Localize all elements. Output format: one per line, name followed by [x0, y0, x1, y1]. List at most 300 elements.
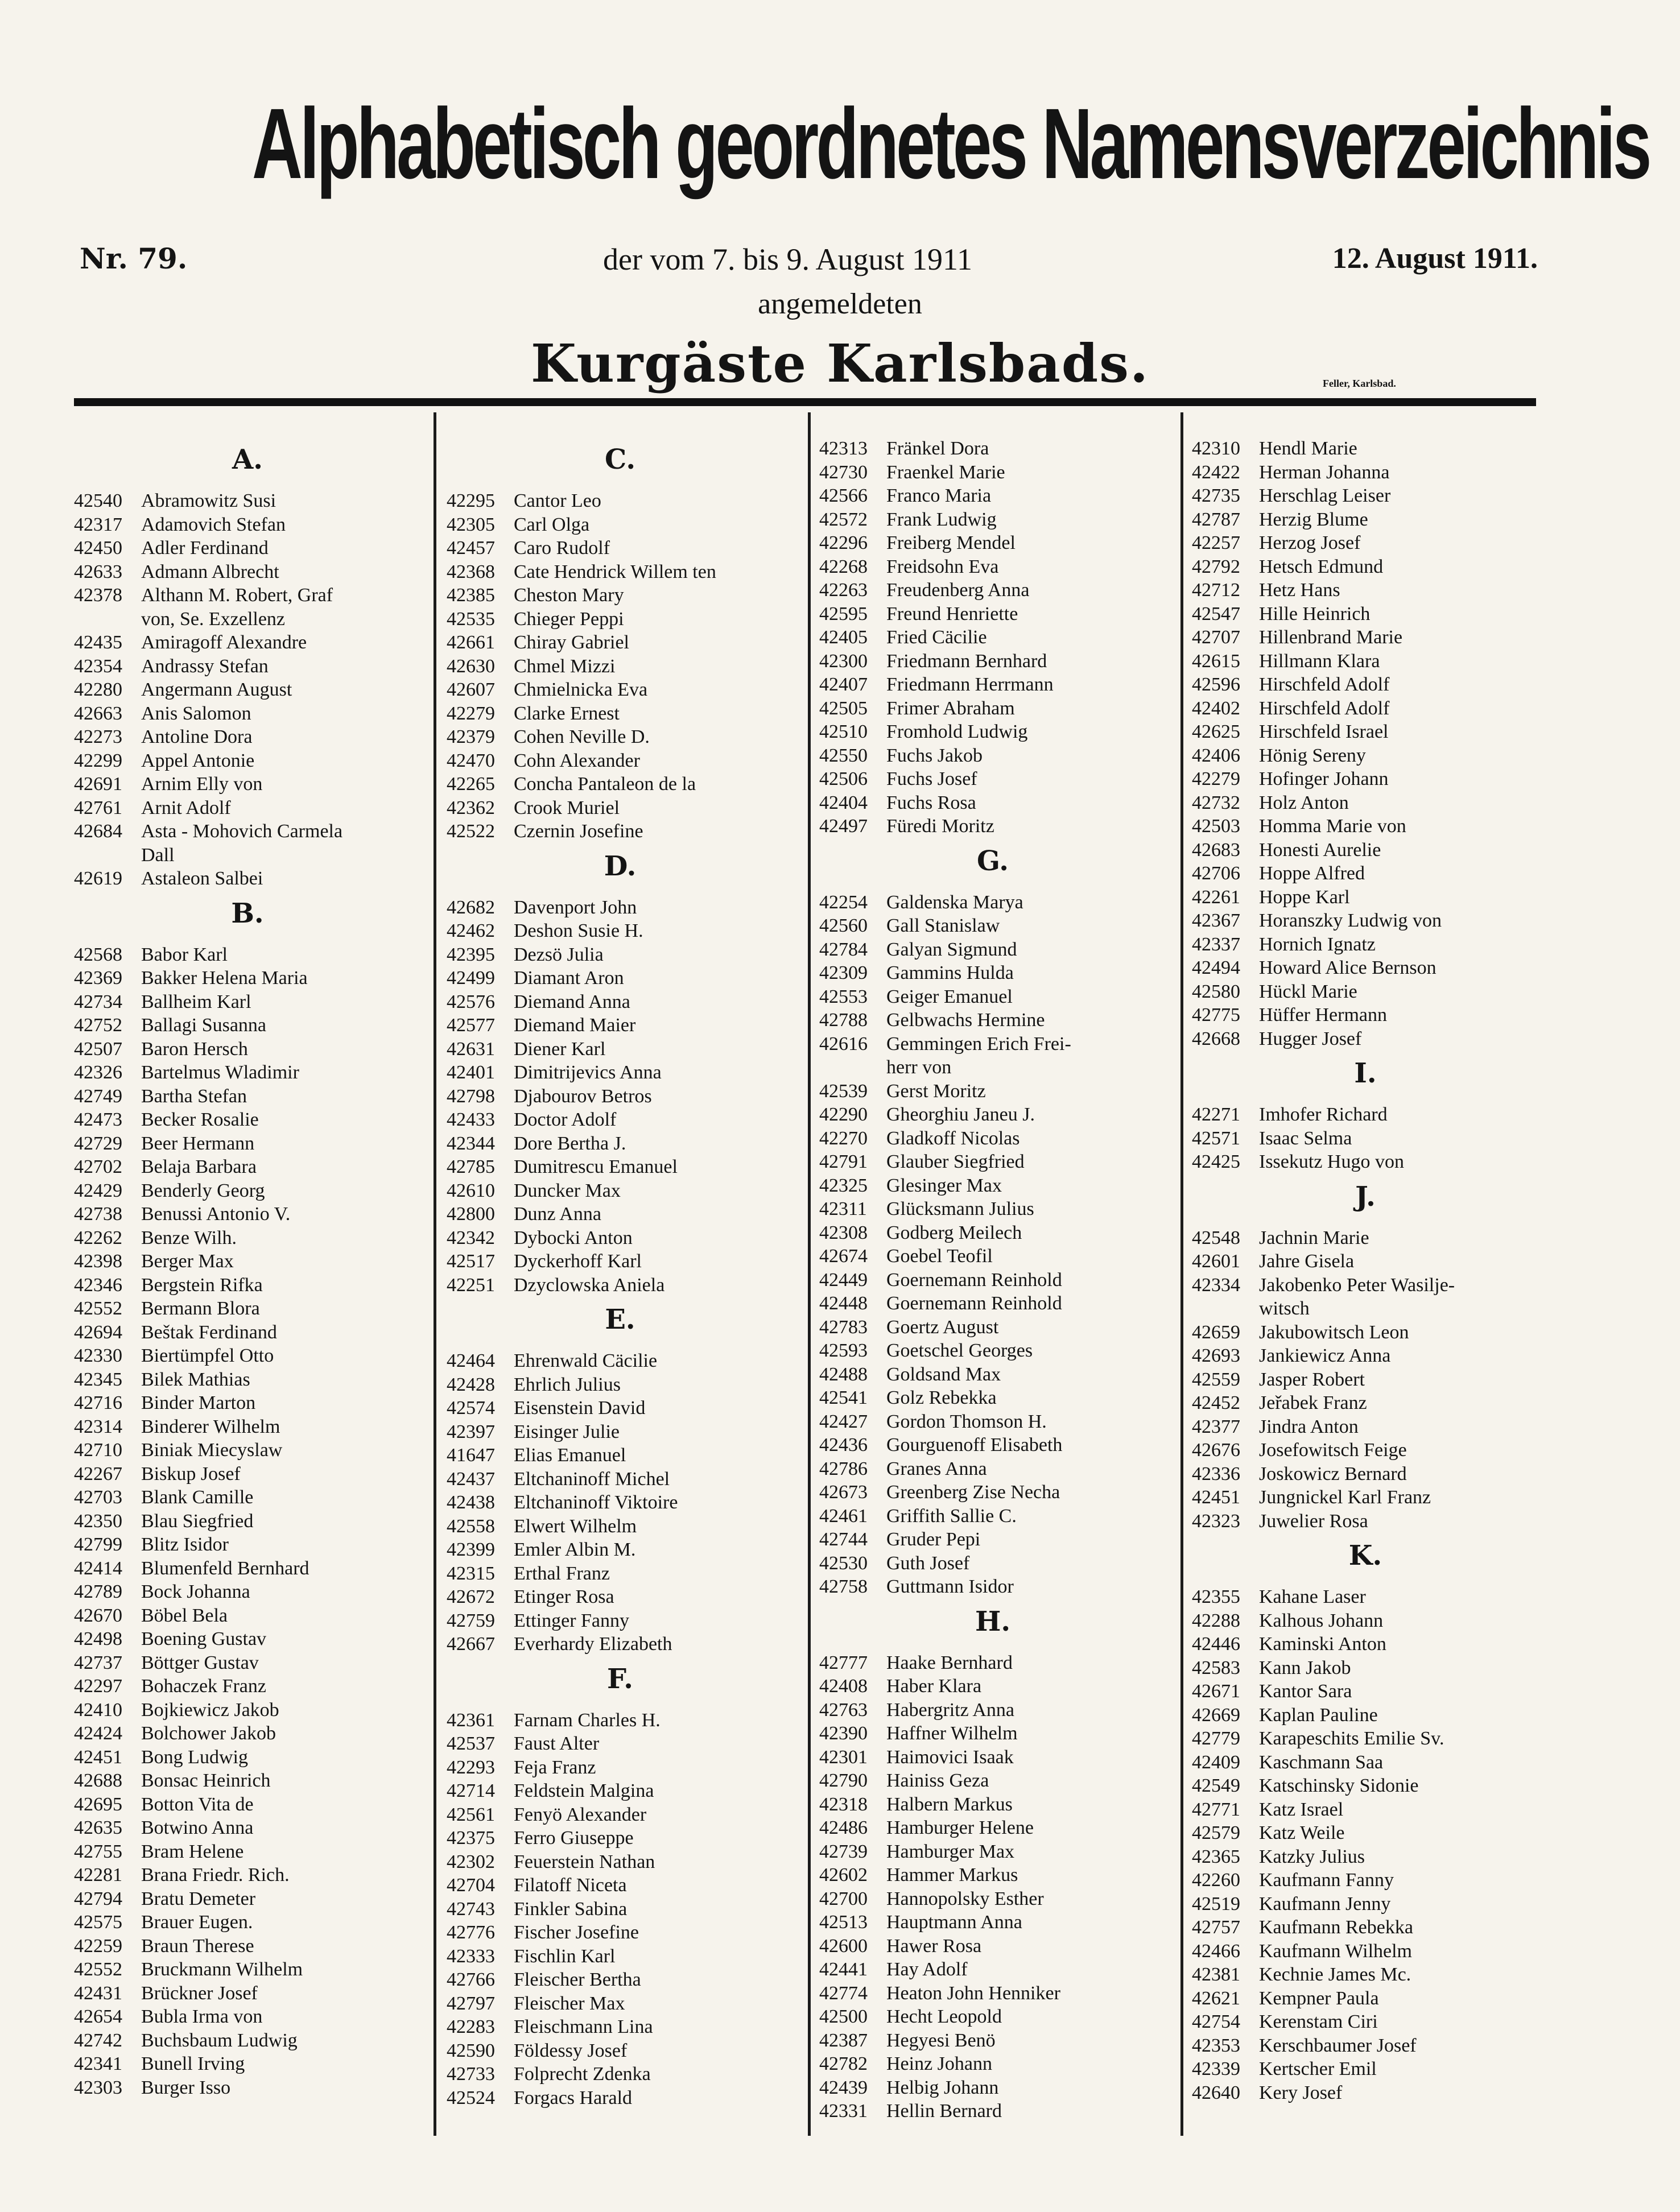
guest-name: Kaminski Anton [1259, 1634, 1386, 1655]
list-item [447, 749, 794, 773]
list-item [74, 678, 421, 702]
list-item [74, 2029, 421, 2053]
guest-name: Bubla Irma von [141, 2006, 263, 2027]
list-item [819, 1433, 1166, 1457]
guest-name: Appel Antonie [141, 750, 255, 771]
guest-name: Dore Bertha J. [514, 1132, 626, 1154]
guest-name: Bartelmus Wladimir [141, 1062, 299, 1083]
list-item [74, 1580, 421, 1604]
list-item [447, 1968, 794, 1992]
list-item [1192, 814, 1539, 838]
guest-name: Jahre Gisela [1259, 1251, 1355, 1272]
guest-name: Jakobenko Peter Wasilje- [1259, 1274, 1455, 1296]
guest-name: Földessy Josef [514, 2040, 628, 2061]
list-item [1192, 2034, 1539, 2058]
guest-number: 42566 [819, 485, 868, 506]
guest-name: Eisenstein David [514, 1398, 646, 1419]
list-item [1192, 555, 1539, 579]
guest-number: 42790 [819, 1770, 868, 1791]
guest-name: Bohaczek Franz [141, 1676, 266, 1697]
list-item [819, 1793, 1166, 1817]
list-item [447, 536, 794, 560]
list-item [74, 1840, 421, 1864]
guest-number: 42457 [447, 538, 495, 559]
guest-number: 42353 [1192, 2035, 1240, 2056]
guest-name: Jindra Anton [1259, 1416, 1359, 1437]
list-item [447, 1202, 794, 1226]
list-item [447, 702, 794, 726]
list-item [74, 536, 421, 560]
list-item [819, 1934, 1166, 1958]
guest-number: 42524 [447, 2087, 495, 2108]
guest-name: Ferro Giuseppe [514, 1828, 634, 1849]
list-item [819, 767, 1166, 791]
guest-name: Bartha Stefan [141, 1085, 247, 1107]
guest-name: Brana Friedr. Rich. [141, 1864, 290, 1886]
guest-name: Goldsand Max [886, 1363, 1001, 1385]
list-item [447, 1467, 794, 1491]
list-item [1192, 1821, 1539, 1845]
list-item [819, 555, 1166, 579]
guest-name: Ehrenwald Cäcilie [514, 1350, 658, 1371]
guest-name: Hillenbrand Marie [1259, 627, 1403, 648]
guest-name: Holz Anton [1259, 792, 1349, 813]
guest-number: 42331 [819, 2101, 868, 2122]
guest-number: 42738 [74, 1204, 122, 1225]
list-item [819, 1410, 1166, 1434]
guest-name: Hamburger Helene [886, 1817, 1034, 1838]
guest-name: Hüffer Hermann [1259, 1004, 1388, 1026]
list-item [74, 1037, 421, 1061]
guest-number: 42399 [447, 1539, 495, 1560]
guest-number: 42503 [1192, 816, 1240, 837]
guest-number: 42659 [1192, 1321, 1240, 1343]
list-item [1192, 484, 1539, 508]
list-item [1192, 1845, 1539, 1869]
list-item [819, 1197, 1166, 1221]
guest-name: Imhofer Richard [1259, 1104, 1388, 1125]
list-item [74, 584, 421, 607]
list-item [819, 985, 1166, 1009]
guest-number: 42798 [447, 1085, 495, 1107]
list-item [1192, 1462, 1539, 1486]
list-item [819, 1840, 1166, 1864]
guest-number: 42558 [447, 1515, 495, 1537]
guest-number: 42499 [447, 968, 495, 989]
guest-number: 42777 [819, 1652, 868, 1673]
guest-name: Geiger Emanuel [886, 986, 1013, 1007]
guest-name: Hetsch Edmund [1259, 556, 1384, 577]
guest-name: Ballheim Karl [141, 991, 251, 1012]
guest-name: Benderly Georg [141, 1180, 265, 1201]
guest-number: 42270 [819, 1127, 868, 1149]
page-title: Alphabetisch geordnetes Namensverzeichnis [251, 88, 1649, 200]
list-item [1192, 1680, 1539, 1704]
list-item [74, 1061, 421, 1085]
guest-number: 42600 [819, 1935, 868, 1957]
guest-number: 42695 [74, 1793, 122, 1815]
guest-number: 42670 [74, 1605, 122, 1626]
guest-number: 42640 [1192, 2082, 1240, 2103]
guest-number: 42794 [74, 1888, 122, 1909]
guest-name: Kaufmann Wilhelm [1259, 1940, 1412, 1962]
guest-number: 42362 [447, 797, 495, 818]
list-item [447, 1945, 794, 1969]
guest-number: 42462 [447, 920, 495, 941]
guest-number: 42549 [1192, 1775, 1240, 1796]
list-item [1192, 602, 1539, 626]
list-item [1192, 1704, 1539, 1727]
guest-number: 42323 [1192, 1510, 1240, 1532]
guest-number: 42673 [819, 1482, 868, 1503]
list-item [447, 1609, 794, 1633]
list-item [74, 1321, 421, 1345]
guest-number: 42714 [447, 1780, 495, 1801]
guest-name: Heinz Johann [886, 2053, 993, 2074]
guest-number: 42441 [819, 1959, 868, 1980]
guest-number: 42568 [74, 944, 122, 965]
guest-name: Gordon Thomson H. [886, 1411, 1047, 1432]
list-item [447, 2062, 794, 2086]
guest-name: Bong Ludwig [141, 1746, 248, 1768]
list-item [819, 1481, 1166, 1504]
guest-number: 42734 [74, 991, 122, 1012]
guest-number: 42261 [1192, 886, 1240, 908]
guest-name-continuation: witsch [1259, 1298, 1310, 1319]
guest-number: 42337 [1192, 933, 1240, 955]
guest-name: Diemand Anna [514, 991, 630, 1012]
guest-number: 42342 [447, 1227, 495, 1248]
list-item [74, 1793, 421, 1817]
guest-number: 42712 [1192, 580, 1240, 601]
list-item [1192, 1344, 1539, 1368]
guest-number: 42486 [819, 1817, 868, 1838]
guest-name: Hoppe Karl [1259, 886, 1350, 908]
guest-name: Brauer Eugen. [141, 1912, 253, 1933]
guest-name: Bonsac Heinrich [141, 1770, 271, 1791]
list-item [1192, 744, 1539, 768]
list-item [1192, 2057, 1539, 2081]
guest-name: Horanszky Ludwig von [1259, 910, 1442, 931]
guest-number: 42615 [1192, 650, 1240, 672]
list-item [447, 678, 794, 702]
list-item [74, 1438, 421, 1462]
guest-name: Chiray Gabriel [514, 632, 629, 653]
guest-number: 42610 [447, 1180, 495, 1201]
guest-number: 42782 [819, 2053, 868, 2074]
guest-number: 42785 [447, 1156, 495, 1177]
list-item [1192, 1486, 1539, 1510]
list-item [74, 1415, 421, 1439]
guest-number: 42296 [819, 532, 868, 553]
guest-name: Benussi Antonio V. [141, 1204, 291, 1225]
guest-number: 42397 [447, 1421, 495, 1442]
guest-number: 42766 [447, 1969, 495, 1990]
list-item [74, 702, 421, 726]
guest-name: Hornich Ignatz [1259, 933, 1376, 955]
guest-number: 42414 [74, 1557, 122, 1579]
list-item [1192, 1127, 1539, 1151]
list-item [74, 796, 421, 820]
list-item [819, 602, 1166, 626]
guest-name: Angermann August [141, 679, 292, 700]
list-item [74, 725, 421, 749]
list-item [74, 1250, 421, 1274]
guest-name: Isaac Selma [1259, 1127, 1352, 1149]
guest-number: 42311 [819, 1198, 867, 1219]
guest-name: Bratu Demeter [141, 1888, 256, 1909]
list-item [447, 772, 794, 796]
list-item [74, 1934, 421, 1958]
column-divider [808, 412, 811, 2136]
list-item [447, 607, 794, 631]
guest-name: Jeřabek Franz [1259, 1392, 1367, 1413]
list-item [1192, 1727, 1539, 1751]
guest-name: Cohn Alexander [514, 750, 640, 771]
letter-heading: C. [604, 444, 636, 476]
guest-name: Ballagi Susanna [141, 1015, 267, 1036]
list-item [447, 943, 794, 967]
column-divider [434, 412, 436, 2136]
guest-name: Eltchaninoff Michel [514, 1468, 670, 1490]
guest-name: Hawer Rosa [886, 1935, 982, 1957]
list-item [1192, 1987, 1539, 2011]
guest-number: 42674 [819, 1246, 868, 1267]
guest-name: Hoppe Alfred [1259, 863, 1365, 884]
guest-name: Eisinger Julie [514, 1421, 620, 1442]
guest-number: 42299 [74, 750, 122, 771]
guest-name: Botwino Anna [141, 1817, 254, 1838]
list-item [1192, 791, 1539, 815]
guest-name: Hille Heinrich [1259, 603, 1371, 625]
guest-name: Fuchs Rosa [886, 792, 976, 813]
guest-number: 42395 [447, 944, 495, 965]
guest-name: Braun Therese [141, 1935, 254, 1957]
guest-name: Hecht Leopold [886, 2006, 1002, 2027]
guest-number: 42577 [447, 1015, 495, 1036]
guest-name: Czernin Josefine [514, 821, 643, 842]
guest-name: Diamant Aron [514, 968, 624, 989]
guest-name: Herman Johanna [1259, 461, 1390, 483]
guest-number: 42737 [74, 1652, 122, 1673]
name-column-3 [819, 437, 1166, 2123]
list-item [447, 584, 794, 607]
guest-name: Belaja Barbara [141, 1156, 257, 1177]
guest-number: 42436 [819, 1434, 868, 1456]
list-item [447, 1349, 794, 1373]
guest-number: 42268 [819, 556, 868, 577]
guest-name: Eltchaninoff Viktoire [514, 1492, 678, 1513]
guest-number: 42446 [1192, 1634, 1240, 1655]
printer-credit: Feller, Karlsbad. [1323, 378, 1396, 389]
guest-name: Gelbwachs Hermine [886, 1010, 1045, 1031]
guest-number: 42302 [447, 1851, 495, 1872]
guest-name: Issekutz Hugo von [1259, 1151, 1404, 1172]
list-item [447, 966, 794, 990]
guest-number: 42553 [819, 986, 868, 1007]
guest-number: 42550 [819, 745, 868, 766]
list-item [1192, 1415, 1539, 1439]
guest-number: 42293 [447, 1756, 495, 1778]
guest-number: 42771 [1192, 1798, 1240, 1820]
letter-heading: E. [605, 1304, 635, 1336]
list-item [74, 1344, 421, 1368]
list-item [74, 1746, 421, 1769]
guest-name: Kertscher Emil [1259, 2058, 1377, 2079]
list-item [819, 1221, 1166, 1245]
guest-name: Herzig Blume [1259, 508, 1368, 530]
list-item [74, 631, 421, 655]
guest-name: Fromhold Ludwig [886, 721, 1028, 742]
guest-name: Jachnin Marie [1259, 1227, 1369, 1248]
list-item [74, 1226, 421, 1250]
list-item [1192, 2081, 1539, 2105]
list-item [819, 1674, 1166, 1698]
guest-number: 42540 [74, 490, 122, 511]
list-item [74, 990, 421, 1014]
guest-name: Caro Rudolf [514, 538, 610, 559]
list-item [819, 2029, 1166, 2053]
guest-name: Cantor Leo [514, 490, 601, 511]
guest-number: 42730 [819, 461, 868, 483]
list-item [447, 990, 794, 1014]
guest-name: Kantor Sara [1259, 1681, 1352, 1702]
guest-number: 42381 [1192, 1964, 1240, 1985]
list-item [819, 1008, 1166, 1032]
guest-number: 42539 [819, 1080, 868, 1102]
guest-name: Hirschfeld Adolf [1259, 697, 1390, 719]
guest-name: Gerst Moritz [886, 1080, 986, 1102]
guest-number: 42552 [74, 1298, 122, 1319]
list-item [1192, 862, 1539, 886]
announced-line: angemeldeten [758, 288, 922, 320]
guest-number: 42758 [819, 1576, 868, 1597]
guest-number: 42424 [74, 1723, 122, 1744]
header-rule [74, 398, 1536, 406]
guest-number: 42654 [74, 2006, 122, 2027]
guest-name: Berger Max [141, 1251, 234, 1272]
list-item [1192, 1150, 1539, 1174]
guest-number: 42744 [819, 1529, 868, 1550]
guest-number: 42691 [74, 774, 122, 795]
list-item [447, 1444, 794, 1467]
guest-name: Binderer Wilhelm [141, 1416, 280, 1437]
guest-name: Bojkiewicz Jakob [141, 1699, 279, 1721]
guest-number: 42788 [819, 1010, 868, 1031]
list-item [819, 814, 1166, 838]
list-item [819, 1292, 1166, 1316]
list-item [819, 461, 1166, 485]
guest-number: 42336 [1192, 1463, 1240, 1485]
guest-name: Frimer Abraham [886, 697, 1015, 719]
guest-number: 42759 [447, 1610, 495, 1631]
list-item [819, 578, 1166, 602]
list-item [447, 1491, 794, 1515]
guest-name: Hauptmann Anna [886, 1912, 1022, 1933]
guest-number: 42694 [74, 1321, 122, 1343]
guest-name: Forgacs Harald [514, 2087, 633, 2108]
guest-name: Dunz Anna [514, 1204, 601, 1225]
guest-name: Feldstein Malgina [514, 1780, 654, 1801]
list-item [1192, 697, 1539, 721]
guest-name: Honesti Aurelie [1259, 839, 1381, 861]
list-item [447, 1538, 794, 1562]
list-item [447, 1179, 794, 1203]
guest-name: Burger Isso [141, 2077, 231, 2098]
guest-name: Diener Karl [514, 1038, 606, 1060]
list-item [819, 1816, 1166, 1840]
guest-name: Freund Henriette [886, 603, 1018, 625]
list-item [447, 796, 794, 820]
guest-number: 42510 [819, 721, 868, 742]
guest-name: Friedmann Herrmann [886, 674, 1054, 695]
guest-number: 42676 [1192, 1440, 1240, 1461]
guest-number: 42325 [819, 1175, 868, 1196]
guest-number: 42257 [1192, 532, 1240, 553]
guest-name: Glücksmann Julius [886, 1198, 1034, 1219]
guest-number: 42789 [74, 1581, 122, 1602]
list-item [74, 749, 421, 773]
list-item [819, 1746, 1166, 1769]
guest-name: Hetz Hans [1259, 580, 1340, 601]
guest-number: 42437 [447, 1468, 495, 1490]
list-item [447, 1108, 794, 1132]
guest-name: Clarke Ernest [514, 702, 620, 724]
guest-name: Biertümpfel Otto [141, 1345, 274, 1366]
guest-name: Bergstein Rifka [141, 1274, 263, 1296]
guest-number: 42522 [447, 821, 495, 842]
list-item [74, 1887, 421, 1911]
list-item [819, 437, 1166, 461]
list-item [819, 1911, 1166, 1934]
guest-name: Erthal Franz [514, 1562, 610, 1584]
list-item [74, 1368, 421, 1392]
list-item [819, 2076, 1166, 2100]
list-item [819, 791, 1166, 815]
guest-name: Benze Wilh. [141, 1227, 237, 1248]
list-item [447, 725, 794, 749]
guest-name: Dezsö Julia [514, 944, 604, 965]
list-item [1192, 1391, 1539, 1415]
list-item [447, 1756, 794, 1780]
guest-name: Howard Alice Bernson [1259, 957, 1437, 978]
list-item [74, 820, 421, 844]
guest-number: 42449 [819, 1269, 868, 1291]
guest-number: 42761 [74, 797, 122, 818]
guest-number: 42732 [1192, 792, 1240, 813]
guest-number: 42602 [819, 1864, 868, 1886]
guest-number: 42422 [1192, 461, 1240, 483]
guest-name: Hendl Marie [1259, 438, 1357, 459]
guest-name: Deshon Susie H. [514, 920, 643, 941]
list-item [447, 1515, 794, 1539]
guest-number: 42791 [819, 1151, 868, 1172]
guest-name: Kann Jakob [1259, 1657, 1351, 1678]
list-item [1192, 956, 1539, 980]
guest-name: Gourguenoff Elisabeth [886, 1434, 1063, 1456]
guest-number: 42616 [819, 1033, 868, 1055]
list-item [819, 1268, 1166, 1292]
guest-number: 42682 [447, 896, 495, 918]
list-item [819, 720, 1166, 744]
list-item [447, 1132, 794, 1156]
guest-name: Farnam Charles H. [514, 1709, 661, 1731]
guest-name: Finkler Sabina [514, 1898, 628, 1920]
guest-name: Kery Josef [1259, 2082, 1343, 2103]
list-item [1192, 578, 1539, 602]
guest-name: Anis Salomon [141, 702, 251, 724]
column-divider [1180, 412, 1183, 2136]
